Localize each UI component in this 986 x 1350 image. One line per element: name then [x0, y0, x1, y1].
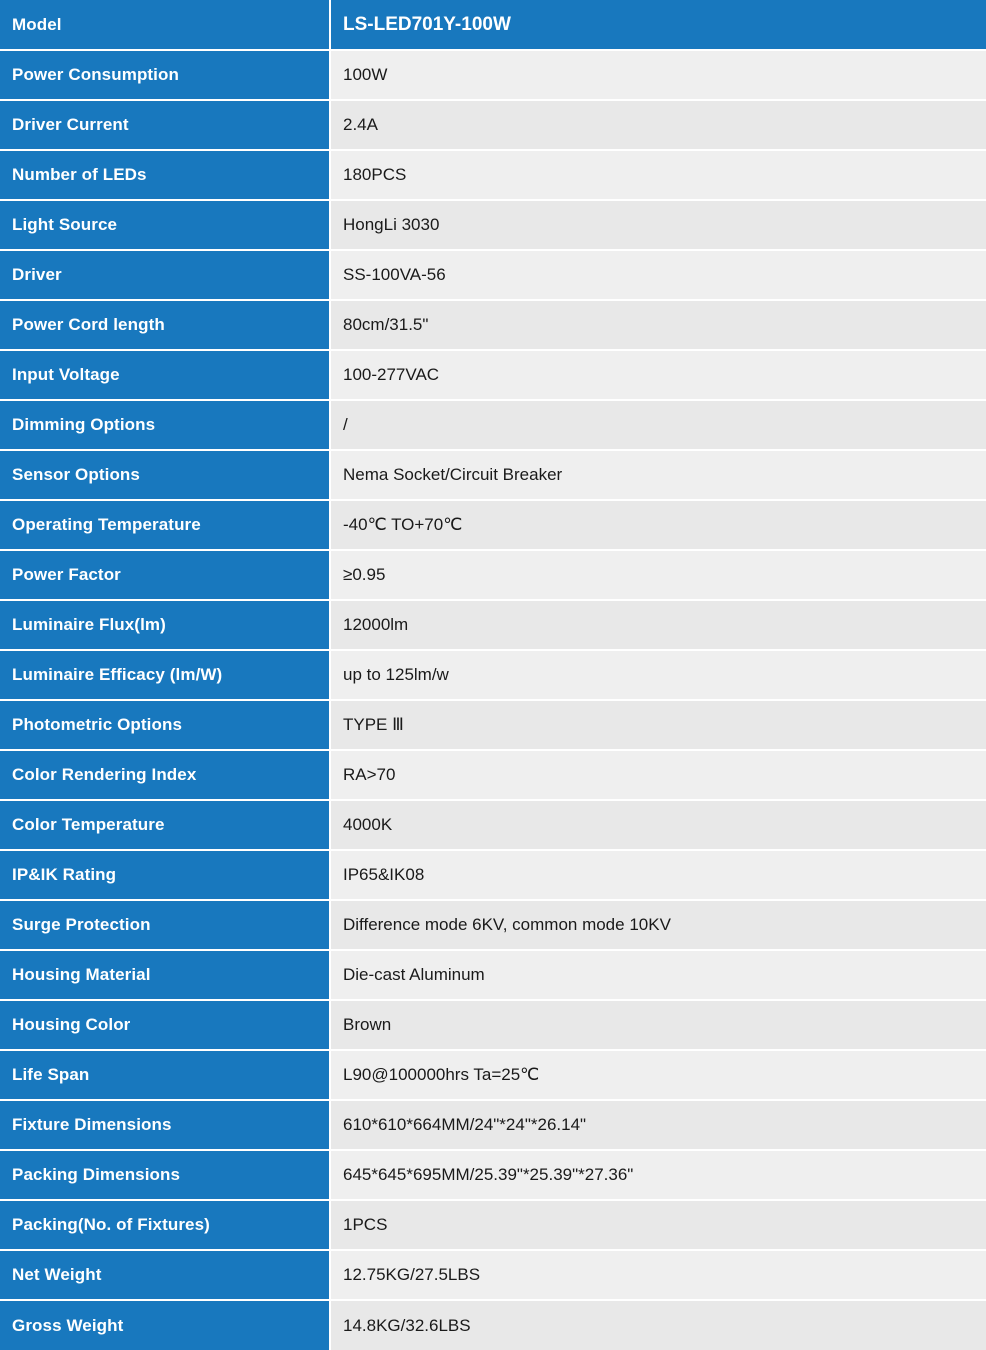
table-row: [0, 400, 986, 450]
table-row: [0, 950, 986, 1000]
spec-value-cell: 100-277VAC: [330, 350, 986, 400]
table-row: [0, 100, 986, 150]
spec-value-cell: 180PCS: [330, 150, 986, 200]
spec-label-cell: Life Span: [0, 1050, 330, 1100]
table-row: [0, 450, 986, 500]
spec-value-cell: 1PCS: [330, 1200, 986, 1250]
spec-label-cell: Driver: [0, 250, 330, 300]
table-row: [0, 700, 986, 750]
spec-value-cell: Nema Socket/Circuit Breaker: [330, 450, 986, 500]
spec-label-cell: Operating Temperature: [0, 500, 330, 550]
table-row: [0, 350, 986, 400]
table-row: [0, 50, 986, 100]
table-row: [0, 150, 986, 200]
spec-label-cell: Color Temperature: [0, 800, 330, 850]
spec-label-cell: Photometric Options: [0, 700, 330, 750]
spec-value-cell: /: [330, 400, 986, 450]
spec-value-cell: TYPE Ⅲ: [330, 700, 986, 750]
spec-label-cell: Net Weight: [0, 1250, 330, 1300]
table-row: [0, 300, 986, 350]
spec-label-cell: Packing Dimensions: [0, 1150, 330, 1200]
spec-label-cell: Power Factor: [0, 550, 330, 600]
spec-label-cell: Light Source: [0, 200, 330, 250]
spec-label-cell: Luminaire Efficacy (lm/W): [0, 650, 330, 700]
spec-label-cell: Number of LEDs: [0, 150, 330, 200]
spec-value-cell: SS-100VA-56: [330, 250, 986, 300]
table-row: [0, 1000, 986, 1050]
spec-label-cell: Dimming Options: [0, 400, 330, 450]
spec-value-cell: LS-LED701Y-100W: [330, 0, 986, 50]
spec-label-cell: Sensor Options: [0, 450, 330, 500]
spec-label-cell: Color Rendering Index: [0, 750, 330, 800]
table-row: [0, 800, 986, 850]
table-row: [0, 550, 986, 600]
table-row: [0, 500, 986, 550]
spec-value-cell: 12.75KG/27.5LBS: [330, 1250, 986, 1300]
spec-label-cell: Gross Weight: [0, 1300, 330, 1350]
spec-label-cell: IP&IK Rating: [0, 850, 330, 900]
spec-value-cell: 100W: [330, 50, 986, 100]
spec-value-cell: 645*645*695MM/25.39"*25.39"*27.36": [330, 1150, 986, 1200]
spec-label-cell: Housing Material: [0, 950, 330, 1000]
table-row: [0, 1150, 986, 1200]
spec-label-cell: Housing Color: [0, 1000, 330, 1050]
spec-label-cell: Luminaire Flux(lm): [0, 600, 330, 650]
spec-label-cell: Surge Protection: [0, 900, 330, 950]
table-row: [0, 1050, 986, 1100]
spec-value-cell: Brown: [330, 1000, 986, 1050]
spec-value-cell: ≥0.95: [330, 550, 986, 600]
spec-label-cell: Power Cord length: [0, 300, 330, 350]
spec-label-cell: Model: [0, 0, 330, 50]
table-row: [0, 750, 986, 800]
spec-value-cell: -40℃ TO+70℃: [330, 500, 986, 550]
spec-label-cell: Packing(No. of Fixtures): [0, 1200, 330, 1250]
spec-value-cell: 12000lm: [330, 600, 986, 650]
table-row: [0, 0, 986, 50]
spec-label-cell: Input Voltage: [0, 350, 330, 400]
table-row: [0, 1300, 986, 1350]
spec-value-cell: Difference mode 6KV, common mode 10KV: [330, 900, 986, 950]
spec-value-cell: 2.4A: [330, 100, 986, 150]
spec-value-cell: 610*610*664MM/24"*24"*26.14": [330, 1100, 986, 1150]
spec-value-cell: 14.8KG/32.6LBS: [330, 1300, 986, 1350]
spec-value-cell: Die-cast Aluminum: [330, 950, 986, 1000]
table-row: [0, 850, 986, 900]
table-row: [0, 1250, 986, 1300]
table-row: [0, 250, 986, 300]
spec-value-cell: L90@100000hrs Ta=25℃: [330, 1050, 986, 1100]
table-row: [0, 200, 986, 250]
spec-value-cell: up to 125lm/w: [330, 650, 986, 700]
spec-label-cell: Driver Current: [0, 100, 330, 150]
table-row: [0, 650, 986, 700]
spec-value-cell: HongLi 3030: [330, 200, 986, 250]
spec-value-cell: 4000K: [330, 800, 986, 850]
table-row: [0, 900, 986, 950]
spec-label-cell: Fixture Dimensions: [0, 1100, 330, 1150]
table-row: [0, 1200, 986, 1250]
table-row: [0, 600, 986, 650]
spec-value-cell: 80cm/31.5": [330, 300, 986, 350]
spec-label-cell: Power Consumption: [0, 50, 330, 100]
spec-value-cell: RA>70: [330, 750, 986, 800]
spec-value-cell: IP65&IK08: [330, 850, 986, 900]
table-row: [0, 1100, 986, 1150]
